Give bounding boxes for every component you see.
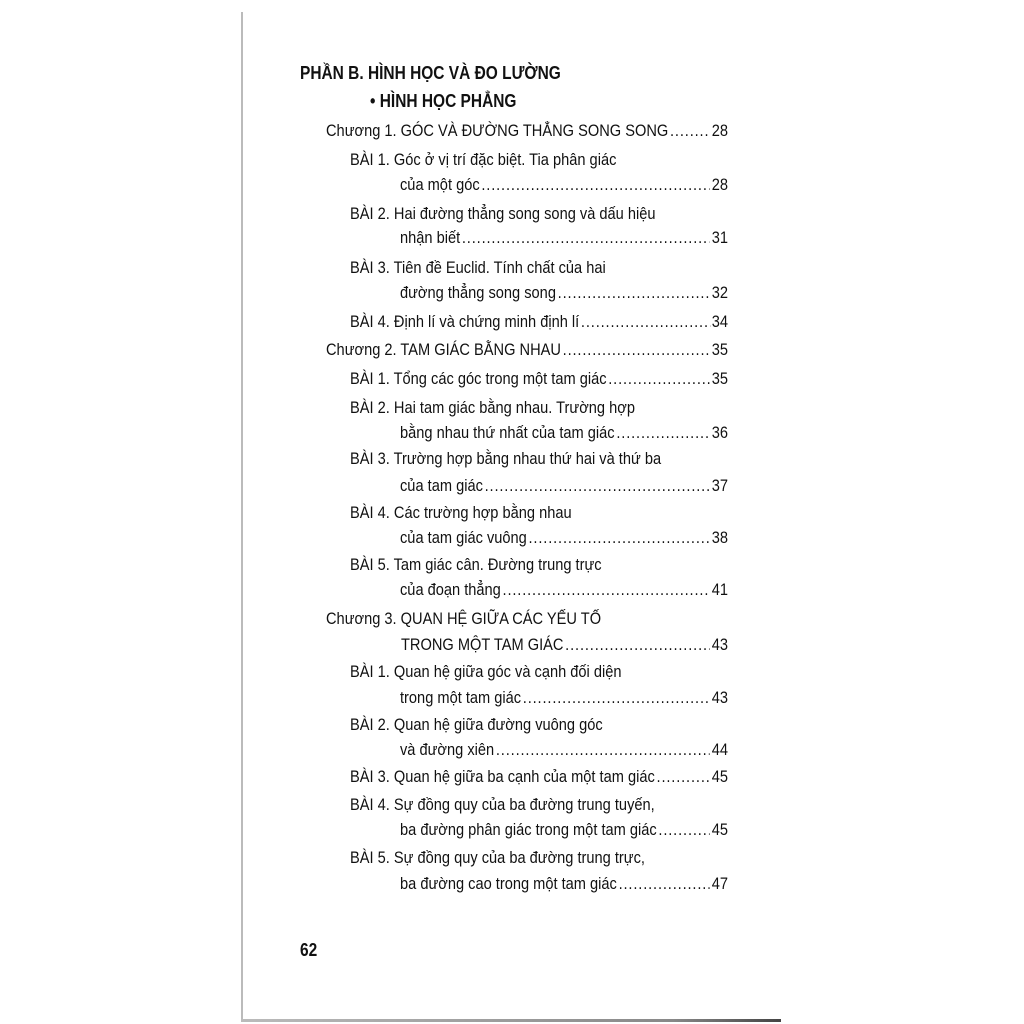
- toc-chapter-line: [326, 121, 728, 141]
- toc-lesson-line: [400, 740, 728, 760]
- toc-page-number: 28: [711, 175, 728, 194]
- toc-entry-title: BÀI 4. Sự đồng quy của ba đường trung tuyến,: [350, 795, 655, 814]
- toc-entry-title: ba đường cao trong một tam giác: [400, 874, 617, 893]
- toc-lesson-line: [350, 398, 635, 418]
- toc-page-number: 35: [711, 340, 728, 359]
- toc-lesson-line: [400, 476, 728, 496]
- toc-lesson-line: [400, 228, 728, 248]
- toc-lesson-line: [350, 662, 622, 682]
- toc-entry-title: bằng nhau thứ nhất của tam giác: [400, 423, 615, 442]
- toc-lesson-line: [350, 715, 603, 735]
- toc-chapter-line: [326, 340, 728, 360]
- toc-lesson-line: [400, 820, 728, 840]
- toc-lesson-line: [350, 767, 728, 787]
- toc-entry-title: trong một tam giác: [400, 688, 522, 707]
- toc-chapter-line: [401, 635, 728, 655]
- toc-entry-title: Chương 1. GÓC VÀ ĐƯỜNG THẲNG SONG SONG: [326, 121, 669, 140]
- toc-entry-title: BÀI 2. Hai tam giác bằng nhau. Trường hợp: [350, 398, 635, 417]
- dot-leader: [462, 228, 710, 248]
- toc-lesson-line: [350, 503, 572, 523]
- toc-page-number: 45: [711, 767, 728, 786]
- dot-leader: [581, 312, 710, 332]
- toc-page-number: 43: [711, 635, 728, 654]
- toc-entry-title: Chương 2. TAM GIÁC BẰNG NHAU: [326, 340, 561, 359]
- dot-leader: [608, 369, 710, 389]
- dot-leader: [563, 340, 710, 360]
- toc-page-number: 45: [711, 820, 728, 839]
- toc-page-number: 37: [711, 476, 728, 495]
- part-title: PHẦN B. HÌNH HỌC VÀ ĐO LƯỜNG: [300, 63, 561, 83]
- toc-entry-title: BÀI 2. Quan hệ giữa đường vuông góc: [350, 715, 603, 734]
- dot-leader: [485, 476, 710, 496]
- toc-entry-title: BÀI 5. Tam giác cân. Đường trung trực: [350, 555, 602, 574]
- toc-page-number: 43: [711, 688, 728, 707]
- toc-entry-title: BÀI 3. Tiên đề Euclid. Tính chất của hai: [350, 258, 606, 277]
- toc-lesson-line: [400, 175, 728, 195]
- toc-lesson-line: [350, 369, 728, 389]
- section-title: • HÌNH HỌC PHẲNG: [370, 91, 517, 111]
- dot-leader: [529, 528, 711, 548]
- toc-entry-title: BÀI 1. Góc ở vị trí đặc biệt. Tia phân giác: [350, 150, 617, 169]
- toc-entry-title: và đường xiên: [400, 740, 495, 759]
- toc-entry-title: Chương 3. QUAN HỆ GIỮA CÁC YẾU TỐ: [326, 609, 602, 628]
- dot-leader: [565, 635, 710, 655]
- dot-leader: [616, 423, 710, 443]
- page-number: 62: [300, 940, 318, 960]
- toc-entry-title: BÀI 3. Trường hợp bằng nhau thứ hai và thứ ba: [350, 449, 662, 468]
- toc-page-number: 44: [711, 740, 728, 759]
- toc-lesson-line: [350, 312, 728, 332]
- toc-entry-title: đường thẳng song song: [400, 283, 556, 302]
- toc-lesson-line: [350, 848, 645, 868]
- toc-page-number: 34: [711, 312, 728, 331]
- dot-leader: [481, 175, 710, 195]
- page-bottom-edge: [241, 1019, 781, 1022]
- toc-entry-title: TRONG MỘT TAM GIÁC: [401, 635, 564, 654]
- toc-page-number: 32: [711, 283, 728, 302]
- dot-leader: [558, 283, 710, 303]
- toc-entry-title: của tam giác vuông: [400, 528, 527, 547]
- dot-leader: [670, 121, 710, 141]
- toc-entry-title: của một góc: [400, 175, 480, 194]
- toc-page-number: 31: [711, 228, 728, 247]
- toc-page-number: 41: [711, 580, 728, 599]
- toc-entry-title: BÀI 3. Quan hệ giữa ba cạnh của một tam giác: [350, 767, 655, 786]
- toc-entry-title: BÀI 1. Tổng các góc trong một tam giác: [350, 369, 607, 388]
- dot-leader: [503, 580, 710, 600]
- toc-page-number: 38: [711, 528, 728, 547]
- toc-lesson-line: [400, 283, 728, 303]
- toc-entry-title: ba đường phân giác trong một tam giác: [400, 820, 657, 839]
- dot-leader: [523, 688, 710, 708]
- toc-entry-title: nhận biết: [400, 228, 461, 247]
- toc-page-number: 28: [711, 121, 728, 140]
- toc-lesson-line: [350, 795, 655, 815]
- toc-lesson-line: [400, 423, 728, 443]
- dot-leader: [658, 820, 710, 840]
- toc-page-number: 36: [711, 423, 728, 442]
- toc-entry-title: BÀI 4. Các trường hợp bằng nhau: [350, 503, 572, 522]
- toc-page-number: 35: [711, 369, 728, 388]
- toc-lesson-line: [400, 528, 728, 548]
- toc-entry-title: BÀI 5. Sự đồng quy của ba đường trung trực,: [350, 848, 645, 867]
- toc-chapter-line: [326, 609, 601, 629]
- toc-lesson-line: [400, 874, 728, 894]
- toc-lesson-line: [350, 449, 661, 469]
- toc-entry-title: của đoạn thẳng: [400, 580, 501, 599]
- toc-lesson-line: [350, 150, 616, 170]
- toc-lesson-line: [350, 258, 606, 278]
- dot-leader: [619, 874, 710, 894]
- toc-page-number: 47: [711, 874, 728, 893]
- toc-lesson-line: [400, 688, 728, 708]
- page-left-edge: [241, 12, 243, 1020]
- dot-leader: [657, 767, 710, 787]
- toc-lesson-line: [400, 580, 728, 600]
- toc-entry-title: BÀI 1. Quan hệ giữa góc và cạnh đối diện: [350, 662, 622, 681]
- toc-entry-title: BÀI 2. Hai đường thẳng song song và dấu hiệu: [350, 204, 656, 223]
- toc-lesson-line: [350, 555, 602, 575]
- dot-leader: [496, 740, 710, 760]
- toc-entry-title: BÀI 4. Định lí và chứng minh định lí: [350, 312, 580, 331]
- toc-entry-title: của tam giác: [400, 476, 483, 495]
- toc-lesson-line: [350, 204, 655, 224]
